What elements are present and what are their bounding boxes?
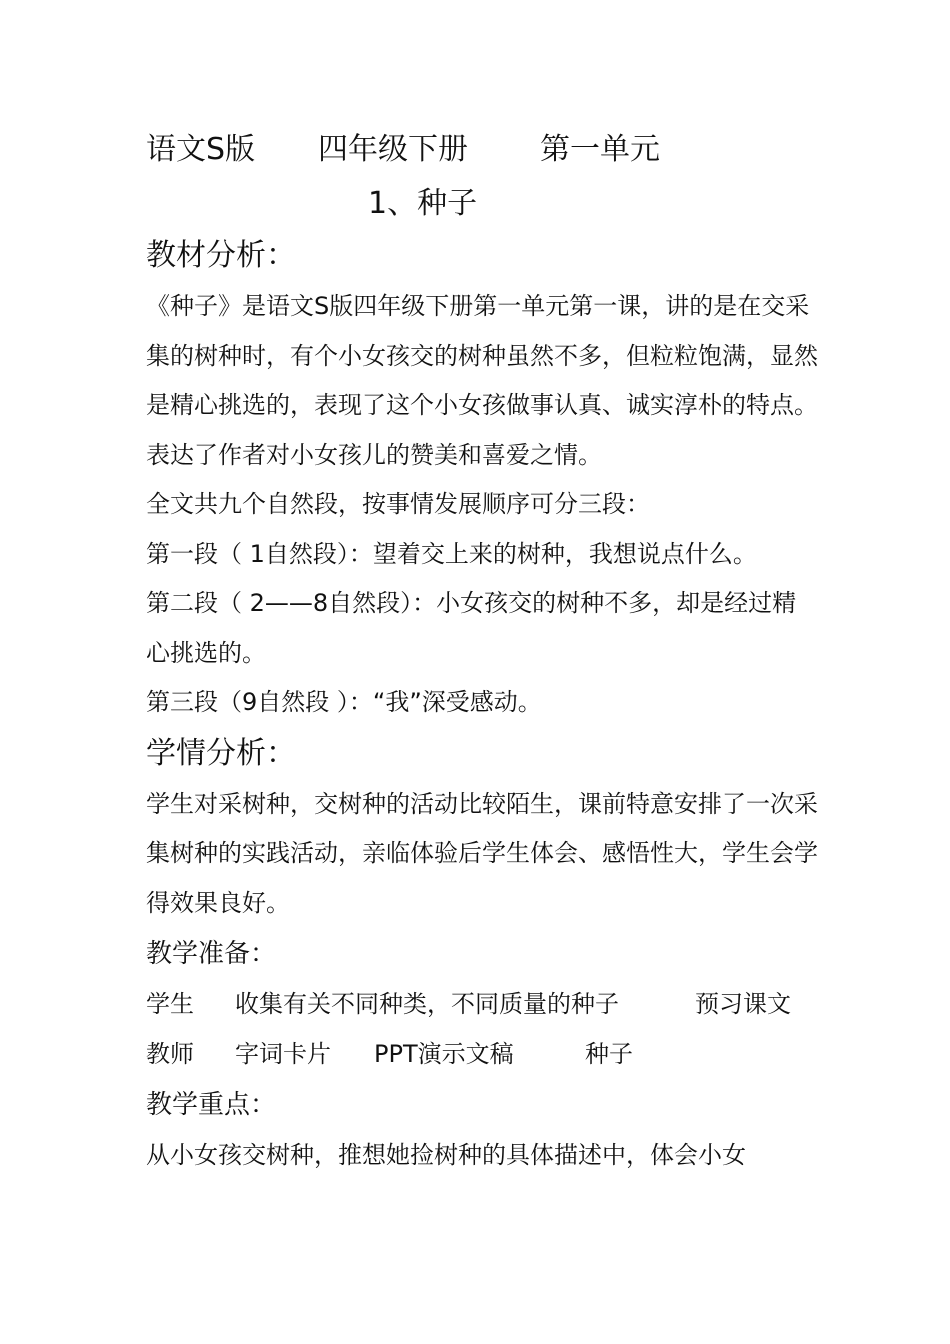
preparation-heading: 教学准备： [146, 939, 277, 969]
part-one: 第一段（ 1自然段）：望着交上来的树种，我想说点什么。 [146, 539, 757, 568]
student-item-preview: 预习课文 [695, 990, 791, 1018]
textbook-analysis-heading: 教材分析： [146, 238, 296, 273]
student-analysis-heading: 学情分析： [146, 735, 296, 771]
teacher-item-cards: 字词卡片 [235, 1039, 331, 1068]
textbook-analysis-intro: 《种子》是语文S版四年级下册第一单元第一课，讲的是在交采集的树种时，有个小女孩交的树种虽然不多，但粒粒饱满，显然是精心挑选的，表现了这个小女孩做事认真、诚实淳朴的特点。表达了作者对小女孩儿的赞美和喜爱之情。 [146, 292, 818, 469]
teacher-role: 教师 [146, 1039, 194, 1068]
lesson-title: 1、种子 [368, 186, 478, 221]
part-two: 第二段（ 2——8自然段）：小女孩交的树种不多，却是经过精心挑选的。 [146, 589, 797, 667]
key-points-text: 从小女孩交树种，推想她捡树种的具体描述中，体会小女 [146, 1141, 746, 1169]
document-body [146, 130, 818, 1181]
teacher-preparation [146, 1030, 818, 1080]
key-points-heading: 教学重点： [146, 1090, 277, 1120]
student-preparation [146, 980, 818, 1030]
structure-summary: 全文共九个自然段，按事情发展顺序可分三段： [146, 490, 650, 518]
teacher-item-ppt: PPT演示文稿 [374, 1039, 514, 1068]
student-role: 学生 [146, 990, 194, 1018]
document-header [146, 130, 818, 170]
grade-name: 四年级下册 [318, 132, 468, 167]
book-name: 语文S版 [146, 132, 256, 167]
part-three: 第三段（9自然段 ）：“我”深受感动。 [146, 688, 542, 716]
student-item-seeds: 收集有关不同种类，不同质量的种子 [235, 990, 619, 1018]
unit-name: 第一单元 [540, 132, 660, 167]
student-analysis-text: 学生对采树种，交树种的活动比较陌生，课前特意安排了一次采集树种的实践活动，亲临体验后学生体会、感悟性大，学生会学得效果良好。 [146, 789, 818, 917]
teacher-item-seeds: 种子 [585, 1039, 633, 1068]
